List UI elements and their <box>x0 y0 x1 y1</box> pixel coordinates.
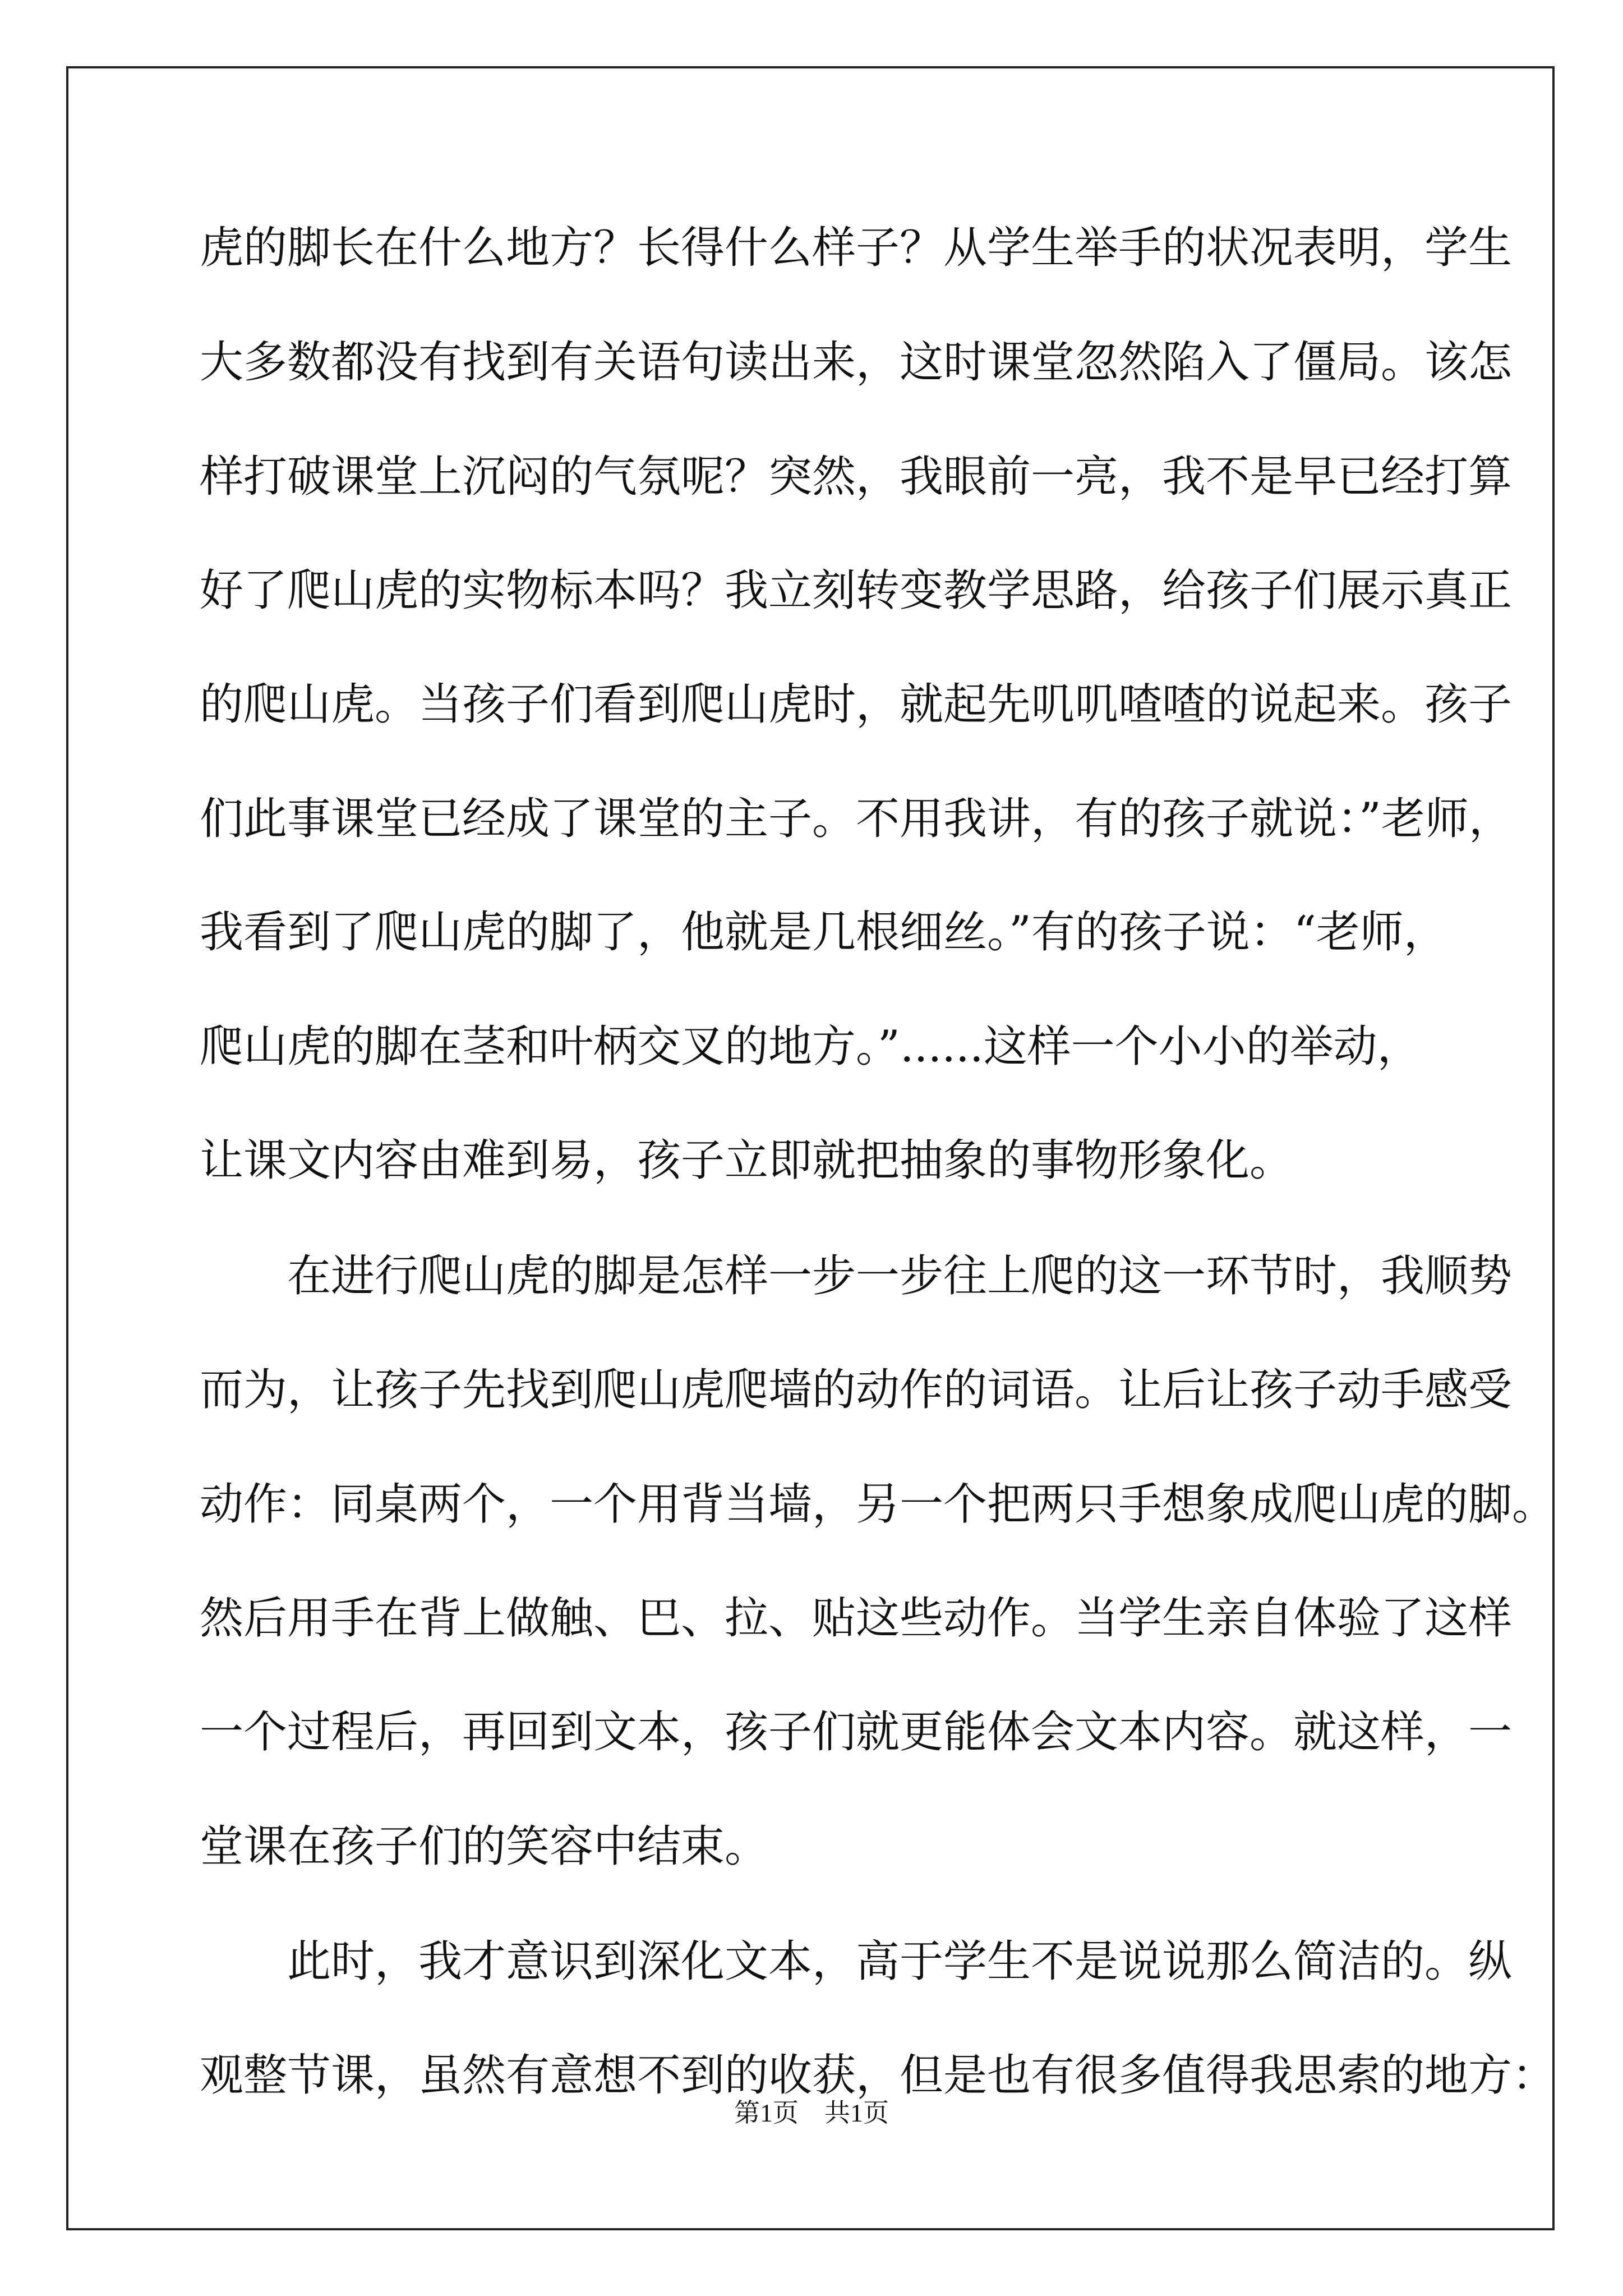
text-line: 此时，我才意识到深化文本，高于学生不是说说那么简洁的。纵 <box>200 1936 1513 1987</box>
text-line: 们此事课堂已经成了课堂的主子。不用我讲，有的孩子就说：”老师， <box>200 794 1513 844</box>
text-line: 动作：同桌两个，一个用背当墙，另一个把两只手想象成爬山虎的脚。 <box>200 1479 1556 1530</box>
text-line: 爬山虎的脚在茎和叶柄交叉的地方。”......这样一个小小的举动， <box>200 1022 1421 1072</box>
text-line: 样打破课堂上沉闷的气氛呢？突然，我眼前一亮，我不是早已经打算 <box>200 452 1513 502</box>
text-line: 大多数都没有找到有关语句读出来，这时课堂忽然陷入了僵局。该怎 <box>200 337 1513 388</box>
text-line: 堂课在孩子们的笑容中结束。 <box>200 1821 769 1872</box>
text-line: 虎的脚长在什么地方？长得什么样子？从学生举手的状况表明，学生 <box>200 223 1513 273</box>
text-line: 然后用手在背上做触、巴、拉、贴这些动作。当学生亲自体验了这样 <box>200 1593 1513 1644</box>
text-line: 在进行爬山虎的脚是怎样一步一步往上爬的这一环节时，我顺势 <box>200 1251 1513 1301</box>
text-line: 让课文内容由难到易，孩子立即就把抽象的事物形象化。 <box>200 1135 1294 1186</box>
text-line: 好了爬山虎的实物标本吗？我立刻转变教学思路，给孩子们展示真正 <box>200 565 1513 616</box>
text-line: 我看到了爬山虎的脚了，他就是几根细丝。”有的孩子说：“老师， <box>200 907 1447 958</box>
text-line: 而为，让孩子先找到爬山虎爬墙的动作的词语。让后让孩子动手感受 <box>200 1365 1513 1415</box>
text-line: 观整节课，虽然有意想不到的收获，但是也有很多值得我思索的地方： <box>200 2050 1556 2101</box>
page-footer: 第1页 共1页 <box>734 2099 889 2127</box>
text-line: 一个过程后，再回到文本，孩子们就更能体会文本内容。就这样，一 <box>200 1707 1513 1757</box>
text-line: 的爬山虎。当孩子们看到爬山虎时，就起先叽叽喳喳的说起来。孩子 <box>200 679 1513 730</box>
